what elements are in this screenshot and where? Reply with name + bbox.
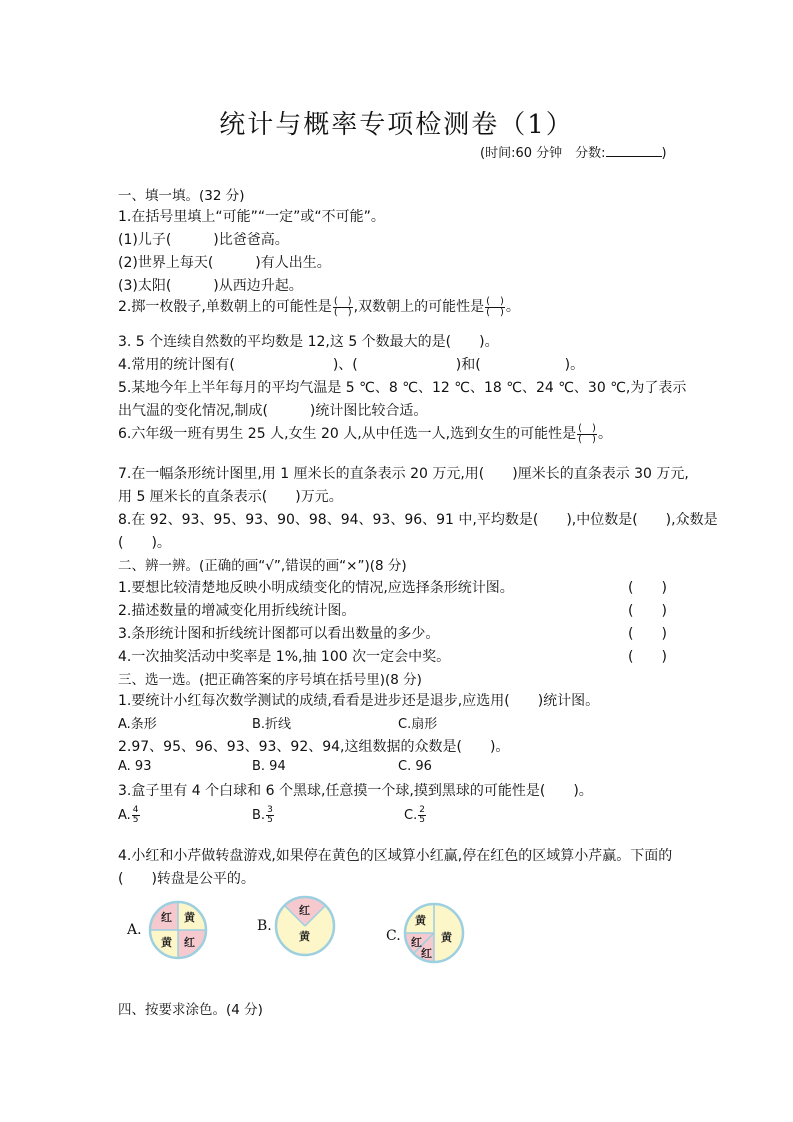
s2-answer-2[interactable]: ( )	[628, 603, 667, 619]
s2-item-2: 2.描述数量的增减变化用折线统计图。	[118, 603, 356, 619]
time-info: (时间:60 分钟 分数:	[480, 146, 606, 161]
s1-q8-line1: 8.在 92、93、95、93、90、98、94、93、96、91 中,平均数是( ),中位数是( ),众数是	[118, 512, 718, 528]
fraction-blank[interactable]: $\frac{( )}{( )}$	[333, 295, 352, 318]
spinner-a-text: 红	[184, 936, 195, 949]
s3-q3-option-c: C. $\frac{2}{5}$	[404, 805, 425, 825]
s3-q3: 3.盒子里有 4 个白球和 6 个黑球,任意摸一个球,摸到黑球的可能性是( )。	[118, 783, 593, 799]
fraction-blank[interactable]: $\frac{( )}{( )}$	[486, 295, 504, 318]
spinner-a-text: 黄	[184, 911, 195, 924]
spinner-a-label: A.	[127, 922, 142, 938]
spinner-a-text: 黄	[161, 936, 172, 949]
spinner-b-text: 黄	[299, 930, 310, 943]
s1-q4: 4.常用的统计图有( )、( )和( )。	[118, 357, 585, 373]
s2-answer-4[interactable]: ( )	[628, 649, 667, 665]
spinner-b	[274, 895, 336, 957]
s3-q1-option-b: B.折线	[252, 717, 292, 732]
spinner-c-text: 红	[421, 947, 432, 960]
spinner-a-text: 红	[161, 911, 172, 924]
spinner-a	[148, 900, 208, 960]
s2-item-3: 3.条形统计图和折线统计图都可以看出数量的多少。	[118, 626, 440, 642]
s1-q8-line2: ( )。	[118, 535, 171, 551]
s1-q7-line1: 7.在一幅条形统计图里,用 1 厘米长的直条表示 20 万元,用( )厘米长的直条表示 30 万元,	[118, 466, 689, 482]
section2-heading: 二、辨一辨。(正确的画“√”,错误的画“×”)(8 分)	[118, 558, 407, 574]
s1-q5-line2: 出气温的变化情况,制成( )统计图比较合适。	[118, 403, 428, 419]
s1-q3: 3. 5 个连续自然数的平均数是 12,这 5 个数最大的是( )。	[118, 334, 499, 350]
s1-q5-line1: 5.某地今年上半年每月的平均气温是 5 ℃、8 ℃、12 ℃、18 ℃、24 ℃、30 ℃,为了表示	[118, 380, 687, 396]
section3-heading: 三、选一选。(把正确答案的序号填在括号里)(8 分)	[118, 672, 422, 688]
s2-item-1: 1.要想比较清楚地反映小明成绩变化的情况,应选择条形统计图。	[118, 580, 514, 596]
score-blank[interactable]	[606, 144, 662, 157]
spinner-b-label: B.	[257, 918, 272, 934]
s1-q1a: (1)儿子( )比爸爸高。	[118, 232, 289, 248]
s2-item-4: 4.一次抽奖活动中奖率是 1%,抽 100 次一定会中奖。	[118, 649, 451, 665]
time-score-info: (时间:60 分钟 分数: )	[480, 146, 667, 161]
spinner-c-label: C.	[386, 928, 401, 944]
s1-q6: 6.六年级一班有男生 25 人,女生 20 人,从中任选一人,选到女生的可能性是 $\frac{( )}{( )}$ 。	[118, 422, 612, 445]
s1-q1: 1.在括号里填上“可能”“一定”或“不可能”。	[118, 209, 385, 225]
section1-heading: 一、填一填。(32 分)	[118, 188, 245, 204]
spinner-c-text: 红	[411, 936, 422, 949]
fraction-blank[interactable]: $\frac{( )}{( )}$	[578, 422, 596, 445]
s2-answer-3[interactable]: ( )	[628, 626, 667, 642]
s3-q2-option-c: C. 96	[398, 759, 432, 774]
s3-q2-option-b: B. 94	[252, 759, 286, 774]
s1-q1b: (2)世界上每天( )有人出生。	[118, 255, 331, 271]
spinner-b-text: 红	[299, 904, 310, 917]
s1-q1c: (3)太阳( )从西边升起。	[118, 278, 303, 294]
s3-q2-option-a: A. 93	[118, 759, 152, 774]
spinner-c-text: 黄	[415, 914, 426, 927]
s3-q2: 2.97、95、96、93、93、92、94,这组数据的众数是( )。	[118, 739, 510, 755]
spinner-c	[403, 902, 465, 964]
spinner-c-text: 黄	[441, 931, 452, 944]
s3-q3-option-a: A. $\frac{4}{5}$	[118, 805, 139, 825]
s3-q3-option-b: B. $\frac{3}{5}$	[252, 805, 273, 825]
s2-answer-1[interactable]: ( )	[628, 580, 667, 596]
s3-q4-line1: 4.小红和小芹做转盘游戏,如果停在黄色的区域算小红赢,停在红色的区域算小芹赢。下面的	[118, 848, 673, 864]
page-title: 统计与概率专项检测卷（1）	[219, 110, 574, 140]
s3-q4-line2: ( )转盘是公平的。	[118, 871, 255, 887]
section4-heading: 四、按要求涂色。(4 分)	[118, 1002, 263, 1018]
s1-q2: 2.掷一枚骰子,单数朝上的可能性是 $\frac{( )}{( )}$ ,双数朝上的可能性是 $\frac{( )}{( )}$ 。	[118, 295, 520, 318]
s3-q1: 1.要统计小红每次数学测试的成绩,看看是进步还是退步,应选用( )统计图。	[118, 693, 600, 709]
s3-q1-option-c: C.扇形	[398, 717, 438, 732]
s3-q1-option-a: A.条形	[118, 717, 157, 732]
s1-q7-line2: 用 5 厘米长的直条表示( )万元。	[118, 489, 343, 505]
